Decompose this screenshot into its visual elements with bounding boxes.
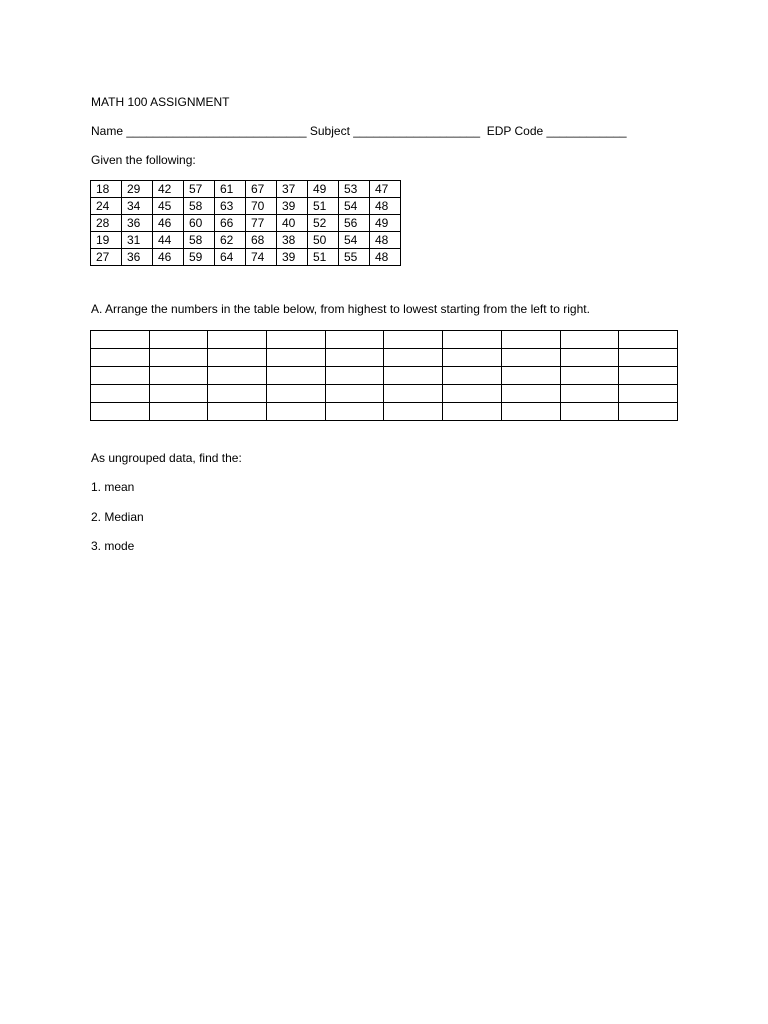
answer-table-cell [560, 403, 619, 421]
answer-table-cell [208, 367, 267, 385]
data-table-cell: 29 [122, 181, 153, 198]
answer-table-cell [149, 349, 208, 367]
answer-table-cell [325, 367, 384, 385]
data-table-cell: 36 [122, 215, 153, 232]
answer-table-cell [325, 403, 384, 421]
answer-table-cell [325, 385, 384, 403]
answer-table-cell [384, 385, 443, 403]
data-table-cell: 36 [122, 249, 153, 266]
question-mean: 1. mean [91, 480, 135, 494]
answer-table-cell [443, 367, 502, 385]
data-table-cell: 59 [184, 249, 215, 266]
answer-table-cell [91, 331, 150, 349]
data-table-cell: 48 [370, 198, 401, 215]
data-table-cell: 62 [215, 232, 246, 249]
data-table-cell: 49 [308, 181, 339, 198]
question-median: 2. Median [91, 510, 144, 524]
data-table-cell: 54 [339, 198, 370, 215]
data-table-cell: 51 [308, 198, 339, 215]
data-table-cell: 66 [215, 215, 246, 232]
answer-table-cell [501, 331, 560, 349]
data-table-cell: 45 [153, 198, 184, 215]
data-table-row [91, 198, 401, 215]
data-table-cell: 48 [370, 232, 401, 249]
data-table-cell: 31 [122, 232, 153, 249]
data-table-cell: 27 [91, 249, 122, 266]
answer-table-cell [149, 367, 208, 385]
answer-table-cell [384, 349, 443, 367]
answer-table-cell [619, 385, 678, 403]
answer-table-cell [501, 403, 560, 421]
data-table-cell: 42 [153, 181, 184, 198]
answer-table-cell [149, 331, 208, 349]
ungrouped-label: As ungrouped data, find the: [91, 451, 242, 465]
data-table-cell: 38 [277, 232, 308, 249]
answer-table-cell [208, 385, 267, 403]
answer-table-cell [149, 385, 208, 403]
data-table-cell: 54 [339, 232, 370, 249]
data-table-cell: 46 [153, 249, 184, 266]
answer-table-cell [91, 367, 150, 385]
answer-table-cell [208, 403, 267, 421]
answer-table-cell [91, 385, 150, 403]
answer-table-cell [208, 349, 267, 367]
answer-table-cell [267, 331, 326, 349]
data-table-cell: 64 [215, 249, 246, 266]
data-table-cell: 39 [277, 198, 308, 215]
data-table-cell: 58 [184, 232, 215, 249]
answer-table-cell [619, 331, 678, 349]
given-label: Given the following: [91, 153, 196, 167]
answer-table-cell [384, 403, 443, 421]
answer-table-cell [560, 385, 619, 403]
data-table-cell: 53 [339, 181, 370, 198]
answer-table-cell [325, 331, 384, 349]
answer-table-cell [443, 403, 502, 421]
data-table-cell: 40 [277, 215, 308, 232]
data-table-cell: 63 [215, 198, 246, 215]
data-table-cell: 56 [339, 215, 370, 232]
data-table-cell: 57 [184, 181, 215, 198]
data-table-cell: 34 [122, 198, 153, 215]
answer-table-cell [560, 367, 619, 385]
data-table-cell: 74 [246, 249, 277, 266]
data-table-cell: 68 [246, 232, 277, 249]
data-table-cell: 37 [277, 181, 308, 198]
data-table-cell: 55 [339, 249, 370, 266]
data-table-cell: 70 [246, 198, 277, 215]
answer-table [90, 330, 678, 421]
assignment-title: MATH 100 ASSIGNMENT [91, 95, 230, 109]
data-table-cell: 49 [370, 215, 401, 232]
data-table-cell: 18 [91, 181, 122, 198]
answer-table-cell [267, 403, 326, 421]
data-table-row [91, 181, 401, 198]
data-table-cell: 28 [91, 215, 122, 232]
answer-table-row [91, 367, 678, 385]
data-table-cell: 60 [184, 215, 215, 232]
data-table [90, 180, 401, 266]
data-table-cell: 67 [246, 181, 277, 198]
data-table-cell: 47 [370, 181, 401, 198]
answer-table-cell [91, 349, 150, 367]
instruction-a: A. Arrange the numbers in the table below, from highest to lowest starting from the left to right. [91, 302, 590, 316]
data-table-cell: 48 [370, 249, 401, 266]
data-table-cell: 44 [153, 232, 184, 249]
answer-table-row [91, 349, 678, 367]
data-table-cell: 39 [277, 249, 308, 266]
answer-table-cell [619, 403, 678, 421]
data-table-cell: 19 [91, 232, 122, 249]
answer-table-cell [149, 403, 208, 421]
answer-table-cell [501, 367, 560, 385]
data-table-cell: 52 [308, 215, 339, 232]
answer-table-cell [560, 331, 619, 349]
answer-table-cell [267, 385, 326, 403]
data-table-cell: 77 [246, 215, 277, 232]
answer-table-cell [443, 331, 502, 349]
data-table-cell: 50 [308, 232, 339, 249]
data-table-cell: 46 [153, 215, 184, 232]
answer-table-cell [208, 331, 267, 349]
answer-table-cell [501, 349, 560, 367]
data-table-row [91, 249, 401, 266]
answer-table-cell [384, 331, 443, 349]
answer-table-cell [384, 367, 443, 385]
answer-table-cell [443, 385, 502, 403]
answer-table-cell [267, 367, 326, 385]
answer-table-cell [619, 367, 678, 385]
answer-table-row [91, 385, 678, 403]
answer-table-cell [443, 349, 502, 367]
answer-table-cell [325, 349, 384, 367]
answer-table-cell [91, 403, 150, 421]
answer-table-cell [267, 349, 326, 367]
answer-table-cell [560, 349, 619, 367]
data-table-cell: 24 [91, 198, 122, 215]
data-table-cell: 61 [215, 181, 246, 198]
answer-table-row [91, 403, 678, 421]
data-table-row [91, 232, 401, 249]
data-table-cell: 51 [308, 249, 339, 266]
answer-table-cell [501, 385, 560, 403]
data-table-cell: 58 [184, 198, 215, 215]
answer-table-cell [619, 349, 678, 367]
answer-table-row [91, 331, 678, 349]
student-info-line: Name ___________________________ Subject ___________________ EDP Code ____________ [91, 124, 627, 138]
data-table-row [91, 215, 401, 232]
question-mode: 3. mode [91, 539, 135, 553]
